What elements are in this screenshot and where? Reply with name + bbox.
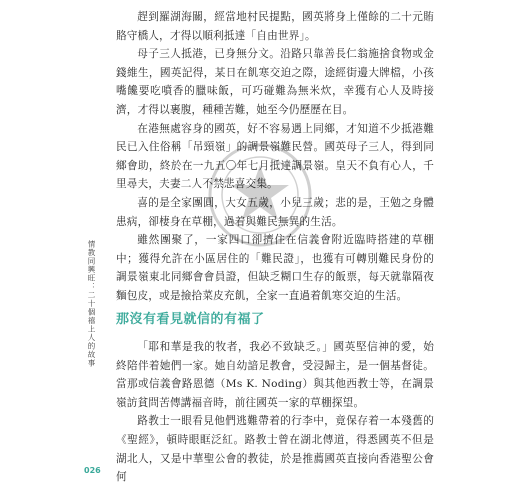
main-text-block <box>116 8 434 306</box>
section-heading-wrap <box>116 308 434 327</box>
paragraph-1: 趕到羅湖海關，經當地村民提點，國英將身上僅餘的二十元賄賂守橋人，才得以順利抵達「自由世界」。 <box>116 11 434 42</box>
paragraph-5: 雖然團聚了，一家四口卻擠住在信義會附近臨時搭建的草棚中；獲得允許在小區居住的「難民證」，也獲有可轉別難民身份的調景嶺東北同鄉會會員證，但缺乏糊口生存的飯票，每天就靠隔夜麵包皮，或是撿拾菜皮充飢，全家一直過着飢寒交迫的生活。 <box>116 234 434 302</box>
paragraph-6: 「耶和華是我的牧者，我必不致缺乏。」國英堅信神的愛，始終陪伴着她們一家。她自幼諳足教會，受浸歸主，是一個基督徒。當那或信義會路恩德（Ms K. Noding）與其他西教士等，在調景嶺訪貧問苦傳講福音時，前往國英一家的草棚探望。 <box>116 341 434 409</box>
paragraph-2: 母子三人抵港，已身無分文。沿路只靠善長仁翁施捨食物或金錢維生，國英記得，某日在飢寒交迫之際，途經街邊大牌檔，小孩嘴饞要吃噴香的臘味飯，可巧碰難為無米炊，幸獲有心人及時接濟，才得以裹腹，種種苦難，她至今仍歷歷在目。 <box>116 48 434 116</box>
paragraph-7: 路教士一眼看見他們逃難帶着的行李中，竟保存着一本殘舊的《聖經》，頓時眼眶泛紅。路教士曾在湖北傳道，得悉國英不但是湖北人，又是中華聖公會的教徒，於是推薦國英直接向香港聖公會何 <box>116 415 434 484</box>
page-number: 026 <box>84 466 101 475</box>
second-text-block <box>116 338 434 487</box>
paragraph-4: 喜的是全家團圓，大女五歲，小兒三歲；悲的是，王勉之身體患病，卻棲身在草棚，過着與難民無異的生活。 <box>116 196 434 228</box>
paragraph-3: 在港無處容身的國英，好不容易遇上同鄉，才知道不少抵港難民已入住俗稱「吊頸嶺」的調景嶺難民營。國英母子三人，得到同鄉會助，終於在一九五〇年七月抵達調景嶺。皇天不負有心人，千里尋夫，夫妻二人不禁悲喜交集。 <box>116 122 434 191</box>
section-heading: 那沒有看見就信的有福了 <box>116 312 265 327</box>
running-head: 情教同興旺：二十個禧上人的故事 <box>87 240 96 368</box>
